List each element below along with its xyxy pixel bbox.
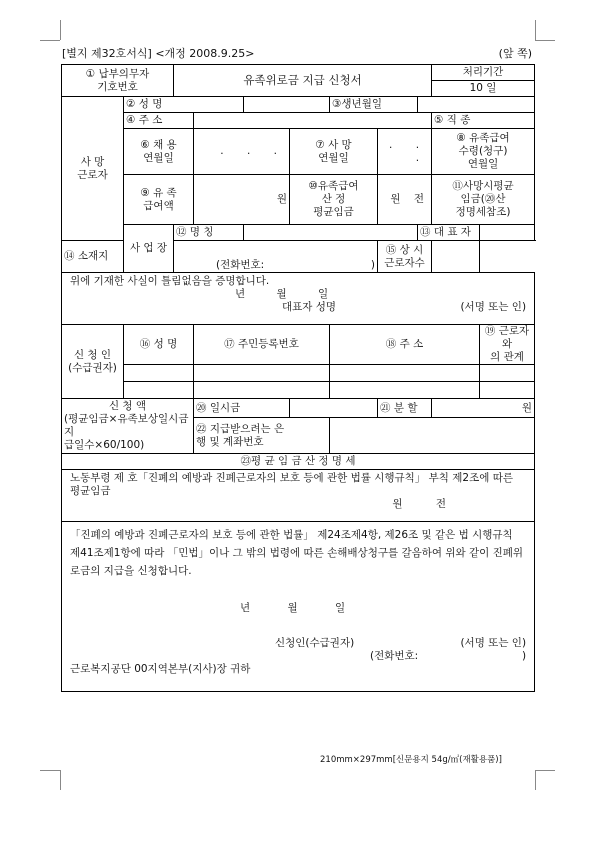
workplace-section-label: 사 업 장 — [124, 225, 174, 273]
lump-sum-field[interactable] — [290, 399, 378, 418]
birthdate-label: ③생년월일 — [330, 97, 418, 113]
bank-account-field[interactable] — [330, 418, 535, 454]
address-field[interactable] — [194, 113, 432, 129]
avg-wage-death-label: ⑪사망시평균 임금(⑳산 정명세참조) — [432, 175, 535, 225]
death-date-label: ⑦ 사 망 연월일 — [290, 129, 378, 175]
applicant-address-field-2[interactable] — [330, 382, 480, 399]
applicant-rrn-field-2[interactable] — [194, 382, 330, 399]
request-phone-close: ) — [521, 650, 527, 662]
page-side: (앞 쪽) — [498, 47, 532, 60]
location-field[interactable] — [174, 241, 378, 273]
period-value: 10 일 — [469, 82, 497, 94]
crop-mark — [60, 20, 61, 40]
request-phone-label: (전화번호: — [370, 650, 419, 662]
rep-label: ⑬ 대 표 자 — [418, 225, 480, 241]
name-field[interactable] — [244, 97, 330, 113]
death-date-field[interactable]: . . . — [378, 129, 432, 175]
crop-mark — [535, 40, 555, 41]
phone-close: ) — [370, 259, 375, 271]
detail-title: ㉓평 균 임 금 산 정 명 세 — [62, 454, 535, 470]
amount-label-cell — [62, 399, 194, 454]
workplace-name-label: ⑫ 명 칭 — [174, 225, 244, 241]
location-label: ⑭ 소재지 — [62, 241, 174, 273]
avg-wage-label: ⑩유족급여 산 정 평균임금 — [290, 175, 378, 225]
request-text: 「진폐의 예방과 진폐근로자의 보호 등에 관한 법률」 제24조제4항, 제26조 및 같은 법 시행규칙 제41조제1항에 따라 「민법」이나 그 밖의 법령에 따른 손해배상청구를 갈음하여 위와 같이 진폐위로금의 지급을 신청합니다. — [70, 529, 524, 577]
request-sign-label: 신청인(수급권자) — [275, 637, 355, 649]
workers-field[interactable] — [432, 241, 480, 273]
installment-label: ㉑ 분 할 — [378, 399, 432, 418]
form-header — [62, 45, 532, 61]
crop-mark — [535, 770, 536, 790]
workers-label: ⑮ 상 시 근로자수 — [378, 241, 432, 273]
phone-label: (전화번호: — [216, 259, 265, 271]
applicant-relation-field-2[interactable] — [480, 382, 535, 399]
applicant-relation-label: ⑲ 근로자와 의 관계 — [480, 325, 535, 365]
form-number: [별지 제32호서식] <개정 2008.9.25> — [62, 47, 255, 60]
crop-mark — [535, 770, 555, 771]
paper-spec: 210mm×297mm[신문용지 54g/㎡(재활용품)] — [320, 755, 502, 765]
amount-formula: (평균임금×유족보상일시금 지 급일수×60/100) — [64, 413, 189, 451]
benefit-amount-field[interactable]: 원 — [194, 175, 290, 225]
crop-mark — [40, 770, 60, 771]
job-label: ⑤ 직 종 — [432, 113, 535, 129]
request-block — [62, 522, 535, 692]
benefit-date-label: ⑧ 유족급여 수령(청구) 연월일 — [432, 129, 535, 175]
detail-block — [62, 470, 535, 522]
application-form — [61, 64, 535, 692]
certification-block — [62, 273, 535, 325]
applicant-address-label: ⑱ 주 소 — [330, 325, 480, 365]
certify-sign-note: (서명 또는 인) — [460, 301, 527, 313]
applicant-relation-field-1[interactable] — [480, 365, 535, 382]
applicant-address-field-1[interactable] — [330, 365, 480, 382]
lump-sum-label: ⑳ 일시금 — [194, 399, 290, 418]
workplace-name-field[interactable] — [244, 225, 418, 241]
form-title: 유족위로금 지급 신청서 — [174, 65, 432, 97]
birthdate-field[interactable] — [418, 97, 535, 113]
hire-date-label: ⑥ 채 용 연월일 — [124, 129, 194, 175]
payer-number-label: ① 납부의무자 기호번호 — [62, 65, 174, 97]
rep-field[interactable] — [480, 225, 535, 241]
bank-account-label: ㉒ 지급받으려는 은 행 및 계좌번호 — [194, 418, 330, 454]
applicant-name-field-2[interactable] — [124, 382, 194, 399]
crop-mark — [40, 40, 60, 41]
avg-wage-field[interactable]: 원 전 — [378, 175, 432, 225]
name-label: ② 성 명 — [124, 97, 244, 113]
applicant-name-field-1[interactable] — [124, 365, 194, 382]
amount-label: 신 청 액 — [108, 400, 147, 412]
request-sign-note: (서명 또는 인) — [460, 637, 527, 649]
detail-text: 노동부령 제 호「진폐의 예방과 진폐근로자의 보호 등에 관한 법률 시행규칙」 부칙 제2조에 따른 평균임금 — [70, 472, 514, 497]
certify-sign-label: 대표자 성명 — [282, 301, 337, 313]
hire-date-field[interactable]: . . . — [194, 129, 290, 175]
processing-period — [432, 65, 535, 97]
request-date: 년 월 일 — [240, 602, 346, 614]
crop-mark — [535, 20, 536, 40]
applicant-name-label: ⑯ 성 명 — [124, 325, 194, 365]
deceased-section-label: 사 망 근로자 — [62, 97, 124, 241]
addressee: 근로복지공단 00지역본부(지사)장 귀하 — [70, 663, 251, 675]
detail-amount[interactable]: 원 전 — [392, 498, 447, 510]
benefit-amount-label: ⑨ 유 족 급여액 — [124, 175, 194, 225]
certify-date: 년 월 일 — [235, 288, 329, 300]
period-label: 처리기간 — [432, 65, 534, 81]
applicant-section-label: 신 청 인 (수급권자) — [62, 325, 124, 399]
applicant-rrn-field-1[interactable] — [194, 365, 330, 382]
certify-text: 위에 기재한 사실이 틀림없음을 증명합니다. — [70, 275, 270, 287]
applicant-rrn-label: ⑰ 주민등록번호 — [194, 325, 330, 365]
installment-field[interactable]: 원 — [432, 399, 535, 418]
crop-mark — [60, 770, 61, 790]
address-label: ④ 주 소 — [124, 113, 194, 129]
